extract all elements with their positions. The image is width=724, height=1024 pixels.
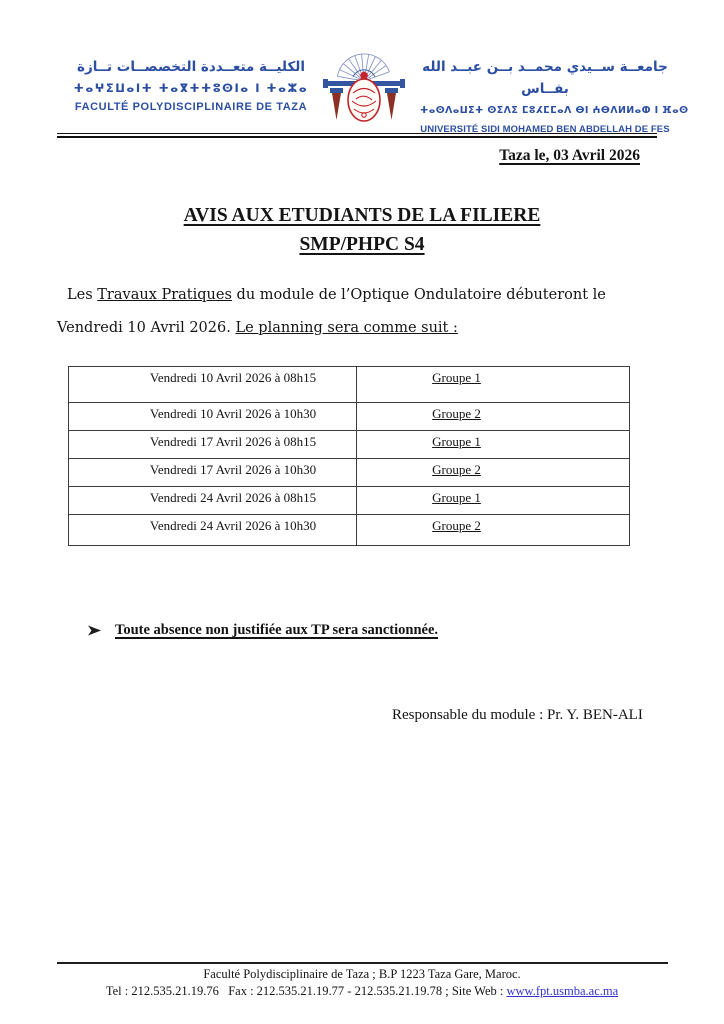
group-label: Groupe 1: [432, 370, 481, 385]
group-label: Groupe 2: [432, 518, 481, 533]
footer-tel-fax: Tel : 212.535.21.19.76 Fax : 212.535.21.19.77 - 212.535.21.19.78 ; Site Web :: [105, 983, 507, 998]
group-label: Groupe 1: [432, 434, 481, 449]
website-link[interactable]: www.fpt.usmba.ac.ma: [506, 983, 619, 998]
session-datetime-cell: Vendredi 17 Avril 2026 à 08h15: [69, 431, 357, 459]
group-label: Groupe 2: [432, 462, 481, 477]
faculty-name-tifinagh: ⵜⴰⵖⵉⵡⴰⵏⵜ ⵜⴰⴳⵜⵜⵓⵙⵏⴰ ⵏ ⵜⴰⵣⴰ: [73, 81, 309, 95]
group-label: Groupe 2: [432, 406, 481, 421]
table-row: [69, 487, 630, 515]
notice-title: [0, 201, 724, 259]
group-cell: [357, 459, 630, 487]
header-faculty-block: [57, 56, 325, 116]
table-row: [69, 367, 630, 403]
module-responsible-line: Responsable du module : Pr. Y. BEN-ALI: [392, 707, 643, 723]
university-name-arabic: جامعــة ســيدي محمــد بــن عبــد الله بفــاس: [422, 59, 668, 97]
intro-paragraph: [57, 279, 654, 345]
group-cell: [357, 487, 630, 515]
university-name-latin: UNIVERSITÉ SIDI MOHAMED BEN ABDELLAH DE FES: [420, 124, 670, 135]
table-row: [69, 515, 630, 546]
footer-divider-rule: [57, 962, 668, 964]
date-line: Taza le, 03 Avril 2026: [499, 147, 640, 164]
arrow-bullet-icon: [88, 625, 102, 636]
group-cell: [357, 515, 630, 546]
session-datetime-cell: Vendredi 17 Avril 2026 à 10h30: [69, 459, 357, 487]
session-datetime-cell: Vendredi 24 Avril 2026 à 08h15: [69, 487, 357, 515]
intro-text-middle: du module de l’Optique Ondulatoire débuteront le Vendredi 10 Avril 2026.: [57, 287, 606, 336]
group-cell: [357, 431, 630, 459]
header-divider-rule: [57, 133, 657, 138]
header-university-block: [420, 56, 689, 138]
session-datetime-cell: Vendredi 10 Avril 2026 à 08h15: [69, 367, 357, 403]
university-name-tifinagh: ⵜⴰⵙⴷⴰⵡⵉⵜ ⵙⵉⴷⵉ ⵎⵓⵃⵎⵎⴰⴷ ⴱⵏ ⵄⴱⴷⵍⵍⴰⵀ ⵏ ⴼⴰⵙ: [420, 105, 689, 116]
group-label: Groupe 1: [432, 490, 481, 505]
footer-contact-line: [0, 983, 724, 1000]
university-logo-icon: [323, 48, 405, 126]
tp-schedule-table: [68, 366, 630, 546]
notice-title-line1: AVIS AUX ETUDIANTS DE LA FILIERE: [183, 205, 541, 226]
table-row: [69, 403, 630, 431]
group-cell: [357, 403, 630, 431]
intro-underlined-travaux-pratiques: Travaux Pratiques: [97, 287, 232, 303]
intro-underlined-planning: Le planning sera comme suit :: [235, 320, 458, 336]
session-datetime-cell: Vendredi 24 Avril 2026 à 10h30: [69, 515, 357, 546]
warning-text: Toute absence non justifiée aux TP sera sanctionnée.: [115, 622, 439, 638]
session-datetime-cell: Vendredi 10 Avril 2026 à 10h30: [69, 403, 357, 431]
footer-address-line: Faculté Polydisciplinaire de Taza ; B.P 1223 Taza Gare, Maroc.: [203, 967, 521, 981]
table-row: [69, 459, 630, 487]
faculty-name-arabic: الكليــة متعــددة التخصصــات تــازة: [76, 59, 305, 75]
notice-title-line2: SMP/PHPC S4: [299, 234, 425, 255]
table-row: [69, 431, 630, 459]
footer: [0, 966, 724, 999]
group-cell: [357, 367, 630, 403]
intro-text-prefix: Les: [67, 287, 98, 303]
warning-line: [88, 622, 438, 639]
faculty-name-latin: FACULTÉ POLYDISCIPLINAIRE DE TAZA: [74, 101, 308, 113]
usmba-emblem-icon: [323, 48, 405, 126]
